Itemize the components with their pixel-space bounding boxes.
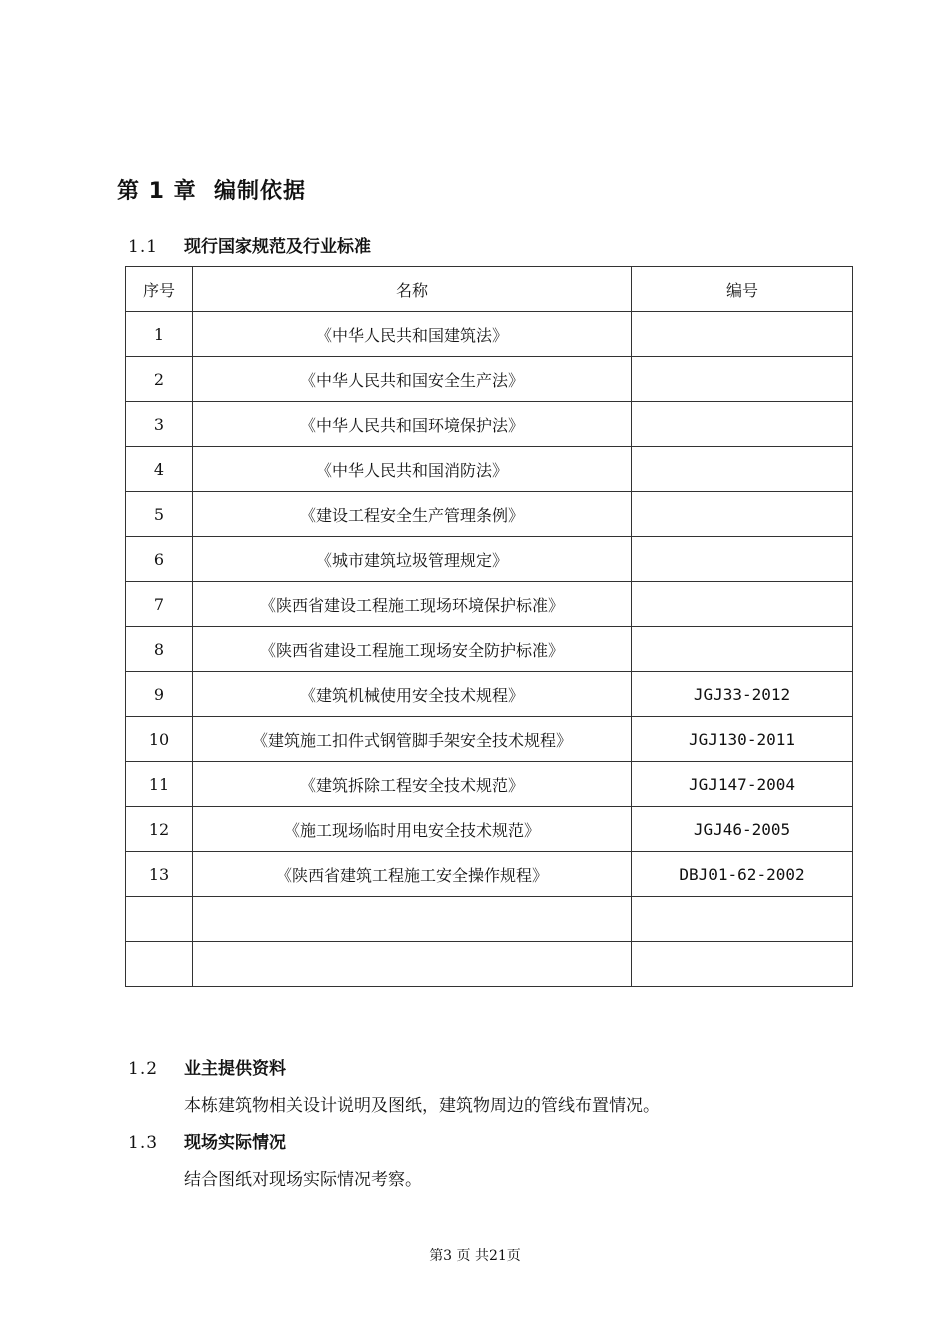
row-index: 11: [126, 762, 193, 807]
row-name: 《中华人民共和国建筑法》: [193, 312, 632, 357]
row-name: 《中华人民共和国环境保护法》: [193, 402, 632, 447]
header-name: 名称: [193, 267, 632, 312]
row-index: 5: [126, 492, 193, 537]
header-code: 编号: [632, 267, 853, 312]
table-row: [126, 807, 853, 852]
row-code: [632, 582, 853, 627]
page-footer: 第3 页 共21页: [429, 1248, 521, 1264]
row-code: [632, 897, 853, 942]
table-row: [126, 717, 853, 762]
table-row: [126, 672, 853, 717]
row-name: 《陕西省建设工程施工现场环境保护标准》: [193, 582, 632, 627]
row-name: 《建筑拆除工程安全技术规范》: [193, 762, 632, 807]
table-row: [126, 537, 853, 582]
row-code: [632, 402, 853, 447]
row-name: [193, 942, 632, 987]
row-code: [632, 357, 853, 402]
row-index: 13: [126, 852, 193, 897]
row-code: [632, 312, 853, 357]
table-row: [126, 492, 853, 537]
row-name: 《建筑机械使用安全技术规程》: [193, 672, 632, 717]
row-code: JGJ147-2004: [632, 762, 853, 807]
section-number: 1.3: [128, 1133, 159, 1153]
table-header-row: [126, 267, 853, 312]
section-title: 现行国家规范及行业标准: [184, 237, 371, 257]
row-index: 10: [126, 717, 193, 762]
table-row: [126, 402, 853, 447]
row-name: 《建设工程安全生产管理条例》: [193, 492, 632, 537]
table-row: [126, 762, 853, 807]
table-row: [126, 942, 853, 987]
section-number: 1.1: [128, 237, 159, 257]
row-name: 《陕西省建设工程施工现场安全防护标准》: [193, 627, 632, 672]
row-code: JGJ46-2005: [632, 807, 853, 852]
section-paragraph: 结合图纸对现场实际情况考察。: [184, 1170, 422, 1190]
row-code: JGJ130-2011: [632, 717, 853, 762]
table-row: [126, 447, 853, 492]
row-index: 12: [126, 807, 193, 852]
row-index: 7: [126, 582, 193, 627]
chapter-title: 第 1 章 编制依据: [117, 179, 306, 204]
section-paragraph: 本栋建筑物相关设计说明及图纸，建筑物周边的管线布置情况。: [184, 1096, 660, 1116]
row-name: 《建筑施工扣件式钢管脚手架安全技术规程》: [193, 717, 632, 762]
row-index: 4: [126, 447, 193, 492]
row-index: 8: [126, 627, 193, 672]
section-heading-1-1: [128, 232, 371, 257]
section-title: 现场实际情况: [184, 1133, 286, 1153]
table-row: [126, 852, 853, 897]
row-name: 《施工现场临时用电安全技术规范》: [193, 807, 632, 852]
table-row: [126, 582, 853, 627]
section-heading-1-3: [128, 1128, 286, 1153]
row-name: 《陕西省建筑工程施工安全操作规程》: [193, 852, 632, 897]
header-index: 序号: [126, 267, 193, 312]
row-name: 《中华人民共和国安全生产法》: [193, 357, 632, 402]
row-index: [126, 897, 193, 942]
row-name: 《中华人民共和国消防法》: [193, 447, 632, 492]
row-code: [632, 492, 853, 537]
row-index: 2: [126, 357, 193, 402]
row-name: [193, 897, 632, 942]
row-index: 9: [126, 672, 193, 717]
row-code: DBJ01-62-2002: [632, 852, 853, 897]
row-code: [632, 627, 853, 672]
row-code: JGJ33-2012: [632, 672, 853, 717]
table-row: [126, 312, 853, 357]
row-index: 3: [126, 402, 193, 447]
row-code: [632, 447, 853, 492]
section-heading-1-2: [128, 1054, 286, 1079]
row-index: 6: [126, 537, 193, 582]
row-name: 《城市建筑垃圾管理规定》: [193, 537, 632, 582]
row-code: [632, 537, 853, 582]
table-row: [126, 627, 853, 672]
row-index: 1: [126, 312, 193, 357]
table-row: [126, 357, 853, 402]
row-index: [126, 942, 193, 987]
standards-table: [125, 266, 853, 987]
section-number: 1.2: [128, 1059, 159, 1079]
section-title: 业主提供资料: [184, 1059, 286, 1079]
row-code: [632, 942, 853, 987]
table-row: [126, 897, 853, 942]
